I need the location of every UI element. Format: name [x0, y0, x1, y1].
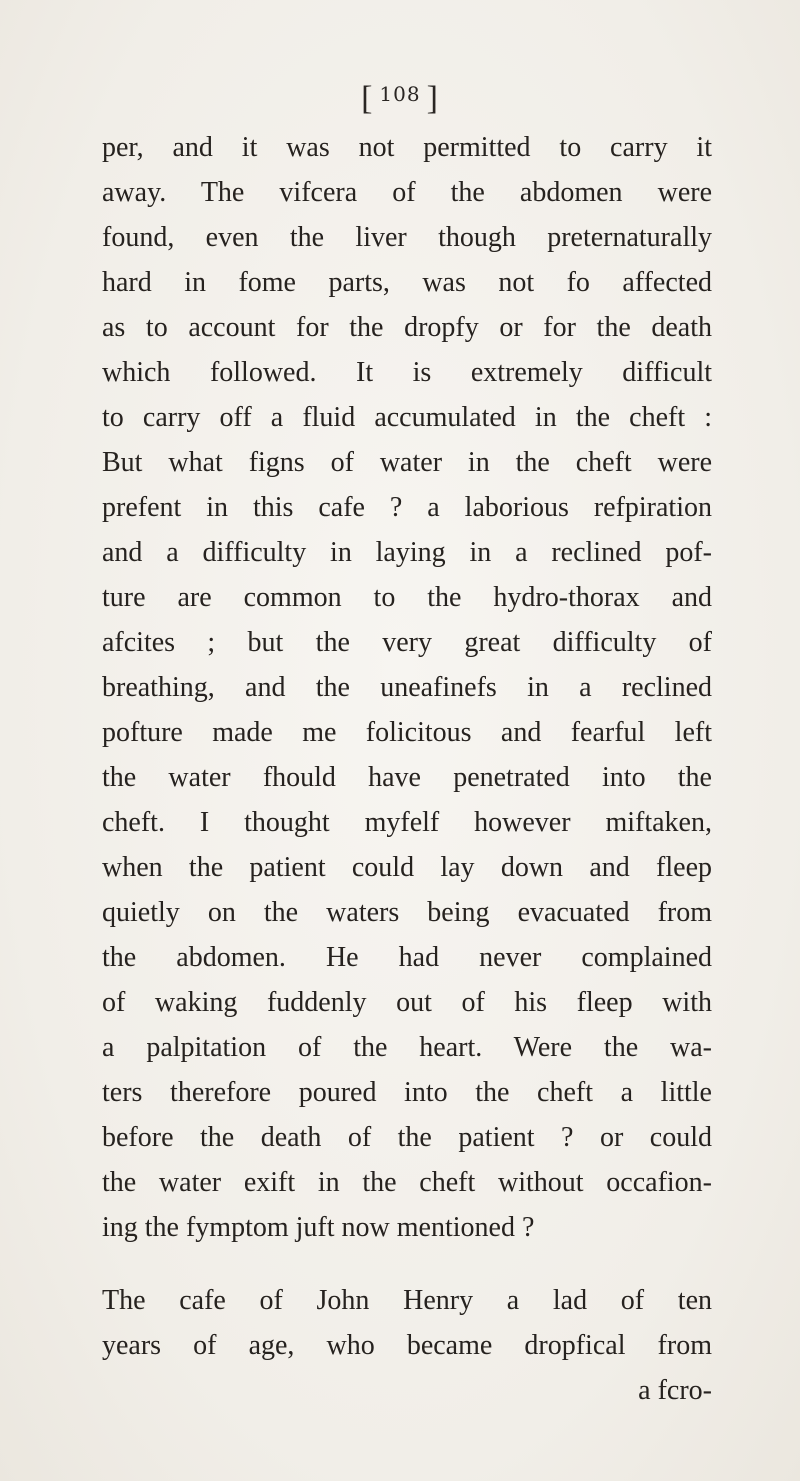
text-line: ters therefore poured into the cheft a little [102, 1077, 712, 1108]
text-line: ture are common to the hydro-thorax and [102, 582, 712, 613]
text-line: the abdomen. He had never complained [102, 942, 712, 973]
text-line: of waking fuddenly out of his fleep with [102, 987, 712, 1018]
text-line: which followed. It is extremely difficult [102, 357, 712, 388]
text-line: pofture made me folicitous and fearful left [102, 717, 712, 748]
catchword: a fcro- [638, 1375, 712, 1406]
bracket-open: [ [361, 80, 374, 117]
text-line: per, and it was not permitted to carry it [102, 132, 712, 163]
text-line: cheft. I thought myfelf however miftaken, [102, 807, 712, 838]
text-line: prefent in this cafe ? a laborious refpiration [102, 492, 712, 523]
text-line: the water exift in the cheft without occafion- [102, 1167, 712, 1198]
page-number [0, 80, 800, 118]
text-line: years of age, who became dropfical from [102, 1330, 712, 1361]
text-line: The cafe of John Henry a lad of ten [102, 1285, 712, 1316]
text-line: hard in fome parts, was not fo affected [102, 267, 712, 298]
text-line: away. The vifcera of the abdomen were [102, 177, 712, 208]
text-line: quietly on the waters being evacuated from [102, 897, 712, 928]
page-number-value: 108 [379, 82, 421, 106]
text-line: to carry off a fluid accumulated in the cheft : [102, 402, 712, 433]
bracket-close: ] [426, 80, 439, 117]
text-line: the water fhould have penetrated into the [102, 762, 712, 793]
text-line: before the death of the patient ? or could [102, 1122, 712, 1153]
text-line: as to account for the dropfy or for the death [102, 312, 712, 343]
text-line: when the patient could lay down and fleep [102, 852, 712, 883]
text-line: ing the fymptom juft now mentioned ? [102, 1212, 535, 1243]
text-line: and a difficulty in laying in a reclined pof- [102, 537, 712, 568]
text-line: a palpitation of the heart. Were the wa- [102, 1032, 712, 1063]
text-line: But what figns of water in the cheft were [102, 447, 712, 478]
text-line: breathing, and the uneafinefs in a reclined [102, 672, 712, 703]
text-line: afcites ; but the very great difficulty of [102, 627, 712, 658]
text-line: found, even the liver though preternaturally [102, 222, 712, 253]
